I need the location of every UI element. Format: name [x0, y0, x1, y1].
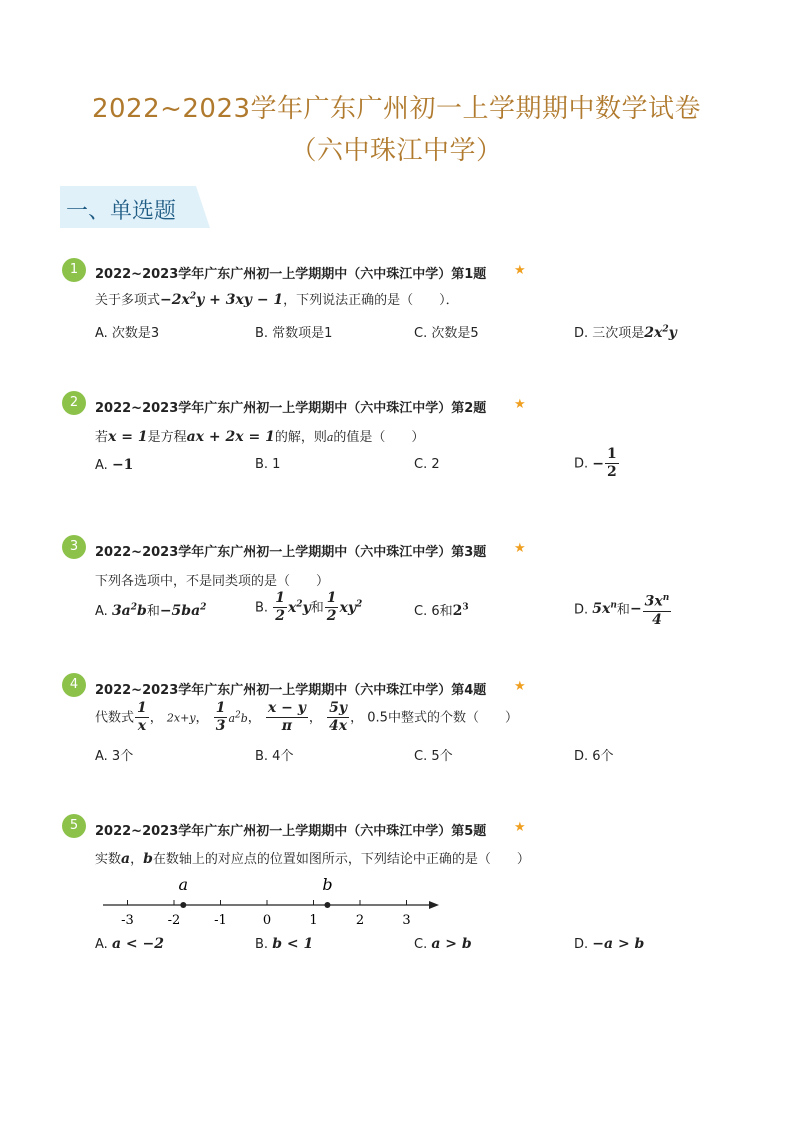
option-text: C. [414, 937, 432, 952]
question-stem: 下列各选项中，不是同类项的是（ ） [95, 574, 330, 589]
question-stem [95, 426, 424, 445]
stem-text: 关于多项式 [95, 293, 161, 308]
conjunction: 和 [616, 602, 630, 618]
question-number-badge: 1 [62, 258, 86, 282]
tick-label: -3 [121, 913, 134, 928]
option-text: A. [95, 937, 112, 952]
math-expression: $\frac{1}{3}$ [215, 700, 226, 734]
star-icon: ★ [514, 541, 526, 556]
tick-label: 2 [355, 913, 365, 928]
question-number-badge: 5 [62, 814, 86, 838]
stem-text: 的解，则 [274, 430, 327, 445]
number-line-figure [95, 870, 445, 932]
axis-arrow-icon [429, 901, 439, 909]
page-subtitle: （六中珠江中学） [290, 136, 503, 166]
question-header: 2022~2023学年广东广州初一上学期期中（六中珠江中学）第4题 [95, 683, 487, 698]
section-label: 一、单选题 [66, 199, 177, 224]
question-stem: 实数a，b在数轴上的对应点的位置如图所示，下列结论中正确的是（ ） [95, 851, 530, 867]
math-expression: a < −2 [111, 936, 164, 952]
tick-label: -1 [214, 913, 227, 928]
math-variable: a [121, 851, 131, 867]
math-expression: x = 1 [108, 429, 148, 445]
option-text: D. [574, 602, 593, 618]
question-header: 2022~2023学年广东广州初一上学期期中（六中珠江中学）第2题 [95, 401, 487, 416]
stem-text: 代数式 [95, 710, 135, 726]
stem-text: 中整式的个数（ ） [387, 710, 518, 726]
star-icon: ★ [514, 679, 526, 694]
option-c[interactable] [414, 600, 469, 619]
math-expression: − $\frac{1}{2}$ [592, 446, 617, 480]
question-number-badge: 3 [62, 535, 86, 559]
option-text: D. [574, 937, 593, 952]
question-header: 2022~2023学年广东广州初一上学期期中（六中珠江中学）第3题 [95, 545, 487, 560]
question-number-badge: 4 [62, 673, 86, 697]
question-header: 2022~2023学年广东广州初一上学期期中（六中珠江中学）第5题 [95, 824, 487, 839]
stem-text: 实数 [95, 852, 122, 867]
option-b[interactable]: B. 1 [255, 457, 281, 472]
star-icon: ★ [514, 820, 526, 835]
question-number-badge: 2 [62, 391, 86, 415]
option-a[interactable]: A. 3个 [95, 749, 134, 764]
point-b-label: b [322, 875, 333, 894]
tick-label: 3 [402, 913, 411, 928]
math-expression: $\frac{5y}{4x}$ [329, 700, 348, 734]
math-variable: a [326, 431, 334, 444]
stem-text: 的值是（ ） [333, 430, 425, 445]
math-expression: 2x+y [166, 711, 196, 725]
conjunction: 和 [310, 600, 324, 616]
math-expression: −1 [111, 457, 134, 473]
question-stem [95, 289, 459, 308]
math-expression: $\frac{1}{2}$ $x^2y$ [275, 590, 311, 624]
page-title: 2022~2023学年广东广州初一上学期期中数学试卷 [91, 94, 702, 124]
math-expression: $-5ba^2$ [159, 602, 207, 619]
option-b[interactable] [255, 936, 313, 952]
math-expression: $5x^n$ [592, 600, 617, 618]
math-expression: ax + 2x = 1 [186, 429, 275, 445]
stem-text: ，下列说法正确的是（ ）． [283, 293, 459, 308]
option-a[interactable] [95, 936, 164, 952]
option-d[interactable] [574, 322, 677, 341]
math-expression: −a > b [592, 936, 645, 952]
math-expression: − $\frac{3x^n}{4}$ [630, 601, 672, 617]
math-variable: b [143, 851, 153, 867]
option-text: B. [255, 600, 273, 616]
star-icon: ★ [514, 263, 526, 278]
math-expression: $2x^2y$ [644, 324, 677, 341]
tick-label: 0 [262, 913, 272, 928]
math-expression: $\frac{1}{x}$ [137, 700, 147, 734]
option-text: D. [574, 456, 593, 472]
option-a[interactable] [95, 600, 206, 619]
option-c[interactable]: C. 2 [414, 457, 440, 472]
point-b-dot [324, 902, 330, 908]
point-a-dot [180, 902, 186, 908]
conjunction: 和 [146, 604, 160, 619]
option-c[interactable] [414, 936, 472, 952]
option-b[interactable]: B. 常数项是1 [255, 326, 333, 341]
tick-label: 1 [309, 913, 318, 928]
math-expression: $-2x^2y + 3xy - 1$ [160, 291, 284, 308]
option-text: A. [95, 604, 112, 619]
option-a[interactable] [95, 457, 133, 473]
math-expression: b < 1 [272, 936, 314, 952]
math-expression: $2^3$ [452, 602, 469, 619]
option-text: A. [95, 458, 112, 473]
star-icon: ★ [514, 397, 526, 412]
option-a[interactable]: A. 次数是3 [95, 326, 160, 341]
tick-label: -2 [167, 913, 181, 928]
stem-text: 在数轴上的对应点的位置如图所示，下列结论中正确的是（ ） [152, 852, 530, 867]
option-d[interactable] [574, 936, 644, 952]
question-stem: 代数式 $\frac{1}{x}$ ， 2x+y， $\frac{1}{3}$ $a^2b$， $\frac{x - y}{\pi}$ ， $\frac{5y}{4x}$ ， 0.5中整式的个数（ ） [95, 700, 518, 734]
math-expression: 0.5 [367, 710, 388, 726]
option-b[interactable] [255, 590, 362, 625]
option-d[interactable] [574, 590, 672, 629]
option-c[interactable]: C. 次数是5 [414, 326, 479, 341]
option-d[interactable]: D. 6个 [574, 749, 614, 764]
stem-text: 是方程 [147, 430, 187, 445]
math-expression: $\frac{1}{2}$ $xy^2$ [326, 590, 363, 624]
section-header [60, 186, 210, 228]
option-text: B. [255, 937, 273, 952]
math-expression: a > b [431, 936, 472, 952]
option-b[interactable]: B. 4个 [255, 749, 294, 764]
option-text: C. 6和 [414, 604, 453, 619]
option-d[interactable] [574, 446, 620, 481]
question-header: 2022~2023学年广东广州初一上学期期中（六中珠江中学）第1题 [95, 267, 487, 282]
math-expression: $3a^2b$ [111, 602, 147, 619]
point-a-label: a [178, 875, 189, 894]
option-c[interactable]: C. 5个 [414, 749, 453, 764]
math-expression: $\frac{x - y}{\pi}$ [267, 700, 306, 734]
math-expression: $a^2b$ [228, 709, 248, 725]
option-text: D. 三次项是 [574, 326, 645, 341]
stem-text: 若 [95, 430, 109, 445]
number-line-ticks [121, 900, 410, 928]
